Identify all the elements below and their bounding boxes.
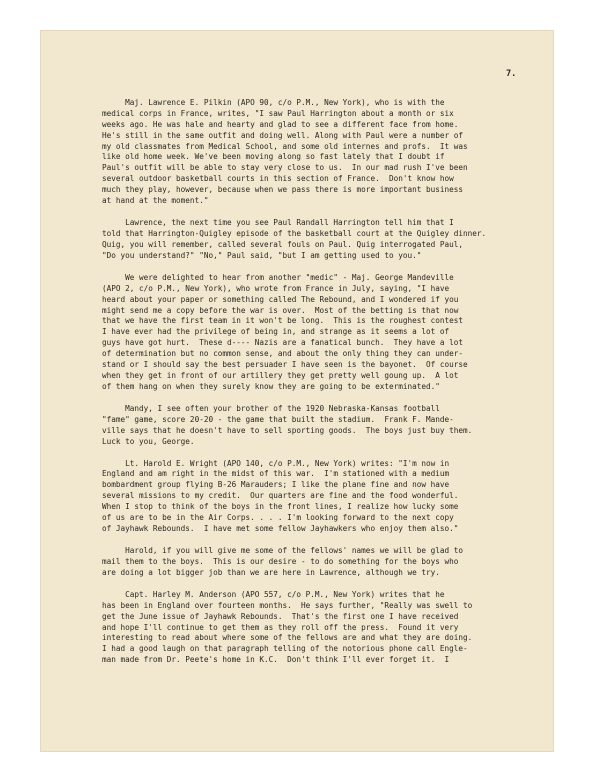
text-line: at hand at the moment." [102,196,209,206]
text-line: interesting to read about where some of the fellows are and what they are doing. [102,633,473,643]
text-line: medical corps in France, writes, "I saw Paul Harrington about a month or six [102,108,454,118]
text-line: several outdoor basketball courts in this section of France. Don't know how [102,174,454,184]
text-line: has been in England over fourteen months. He says further, "Really was swell to [102,600,473,610]
text-line: bombardment group flying B-26 Marauders; I like the plane fine and now have [102,480,450,490]
text-line: of determination but no common sense, and about the only thing they can under- [102,349,464,359]
text-line: Lt. Harold E. Wright (APO 140, c/o P.M., New York) writes: "I'm now in [102,458,450,468]
text-line: told that Harrington-Quigley episode of the basketball court at the Quigley dinner. [102,228,487,238]
text-line: When I stop to think of the boys in the front lines, I realize how lucky some [102,502,459,512]
paragraph [102,404,552,448]
text-line: Quig, you will remember, called several fouls on Paul. Quig interrogated Paul, [102,239,464,249]
paragraph [102,590,552,666]
text-line: Luck to you, George. [102,436,195,446]
paragraph [102,98,552,207]
text-line: He's still in the same outfit and doing well. Along with Paul were a number of [102,130,464,140]
letter-body [102,98,552,677]
text-line: might send me a copy before the war is over. Most of the betting is that now [102,305,459,315]
text-line: "fame" game, score 20-20 - the game that built the stadium. Frank F. Mande- [102,414,454,424]
text-line: I have ever had the privilege of being in, and strange as it seems a lot of [102,327,450,337]
text-line: ville says that he doesn't have to sell sporting goods. The boys just buy them. [102,425,473,435]
text-line: "Do you understand?" "No," Paul said, "but I am getting used to you." [102,250,422,260]
text-line: Paul's outfit will be able to stay very close to us. In our mad rush I've been [102,163,468,173]
paper-sheet [40,30,554,752]
paragraph [102,273,552,393]
text-line: (APO 2, c/o P.M., New York), who wrote from France in July, saying, "I have [102,283,450,293]
text-line: Capt. Harley M. Anderson (APO 557, c/o P.M., New York) writes that he [102,589,445,599]
text-line: are doing a lot bigger job than we are here in Lawrence, although we try. [102,567,440,577]
text-line: much they play, however, because when we pass there is more important business [102,185,464,195]
text-line: guys have got hurt. These d---- Nazis are a fanatical bunch. They have a lot [102,338,464,348]
text-line: England and am right in the midst of this war. I'm stationed with a medium [102,469,450,479]
text-line: weeks ago. He was hale and hearty and glad to see a different face from home. [102,119,459,129]
text-line: man made from Dr. Peete's home in K.C. Don't think I'll ever forget it. I [102,655,450,665]
text-line: several missions to my credit. Our quarters are fine and the food wonderful. [102,491,459,501]
text-line: mail them to the boys. This is our desire - to do something for the boys who [102,556,459,566]
text-line: Harold, if you will give me some of the fellows' names we will be glad to [102,546,464,555]
text-line: I had a good laugh on that paragraph telling of the notorious phone call Engle- [102,644,468,654]
text-line: of Jayhawk Rebounds. I have met some fellow Jayhawkers who enjoy them also." [102,523,459,533]
text-line: Lawrence, the next time you see Paul Randall Harrington tell him that I [102,218,454,228]
paragraph [102,459,552,535]
text-line: stand or I should say the best persuader I have seen is the bayonet. Of course [102,359,468,369]
text-line: We were delighted to hear from another "medic" - Maj. George Mandeville [102,272,454,282]
text-line: when they get in front of our artillery they get pretty well goung up. A lot [102,370,459,380]
text-line: Maj. Lawrence E. Pilkin (APO 90, c/o P.M., New York), who is with the [102,98,445,107]
text-line: of them hang on when they surely know they are going to be exterminated." [102,381,440,391]
text-line: and hope I'll continue to get them as they roll off the press. Found it very [102,622,459,632]
text-line: Mandy, I see often your brother of the 1920 Nebraska-Kansas football [102,403,440,413]
text-line: like old home week. We've been moving along so fast lately that I doubt if [102,152,445,162]
text-line: of us are to be in the Air Corps. . . . I'm looking forward to the next copy [102,513,454,523]
paragraph [102,218,552,262]
page-number: 7. [506,69,517,79]
text-line: my old classmates from Medical School, and some old internes and profs. It was [102,141,468,151]
paragraph [102,546,552,579]
text-line: heard about your paper or something called The Rebound, and I wondered if you [102,294,459,304]
text-line: get the June issue of Jayhawk Rebounds. That's the first one I have received [102,611,459,621]
text-line: that we have the first team in it won't be long. This is the roughest contest [102,316,464,326]
